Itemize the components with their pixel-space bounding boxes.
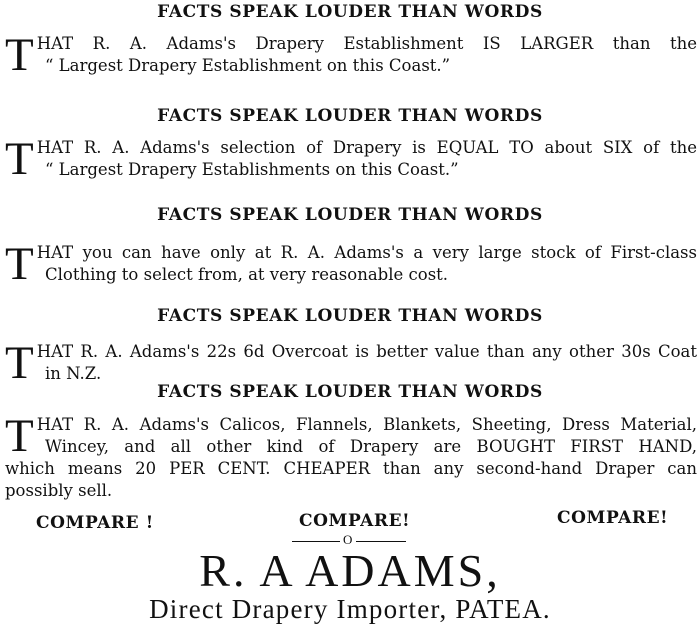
merchant-name: R. A ADAMS, bbox=[199, 545, 501, 596]
ad-heading: FACTS SPEAK LOUDER THAN WORDS bbox=[157, 106, 543, 126]
ad-heading: FACTS SPEAK LOUDER THAN WORDS bbox=[157, 306, 543, 326]
ad-paragraph bbox=[5, 410, 697, 502]
ad-paragraph bbox=[5, 238, 697, 290]
ad-line: possibly sell. bbox=[5, 481, 113, 500]
compare-label: COMPARE! bbox=[557, 508, 669, 528]
ad-line: Wincey, and all other kind of Drapery are BOUGHT FIRST HAND, bbox=[45, 437, 697, 456]
ad-paragraph bbox=[5, 29, 697, 81]
ad-line: HAT R. A. Adams's 22s 6d Overcoat is better value than any other 30s Coat bbox=[36, 342, 697, 361]
ad-paragraph bbox=[5, 133, 697, 185]
drop-cap: T bbox=[5, 238, 34, 290]
ad-line: which means 20 PER CENT. CHEAPER than any second-hand Draper can bbox=[5, 459, 697, 478]
merchant-title: Direct Drapery Importer, PATEA. bbox=[149, 594, 551, 624]
drop-cap: T bbox=[5, 29, 34, 81]
ad-paragraph bbox=[5, 337, 697, 389]
ad-line: HAT you can have only at R. A. Adams's a very large stock of First-class bbox=[36, 243, 697, 262]
ad-line: HAT R. A. Adams's Drapery Establishment IS LARGER than the bbox=[36, 34, 697, 53]
ad-line: “ Largest Drapery Establishment on this Coast.” bbox=[45, 56, 451, 75]
ad-line: Clothing to select from, at very reasonable cost. bbox=[45, 265, 449, 284]
compare-label: COMPARE ! bbox=[36, 513, 154, 533]
separator-rule-right bbox=[356, 541, 406, 542]
ad-heading: FACTS SPEAK LOUDER THAN WORDS bbox=[157, 382, 543, 402]
compare-label: COMPARE! bbox=[299, 511, 411, 531]
drop-cap: T bbox=[5, 410, 34, 462]
drop-cap: T bbox=[5, 337, 34, 389]
ad-line: “ Largest Drapery Establishments on this Coast.” bbox=[45, 160, 459, 179]
ad-heading: FACTS SPEAK LOUDER THAN WORDS bbox=[157, 205, 543, 225]
ad-heading: FACTS SPEAK LOUDER THAN WORDS bbox=[157, 2, 543, 22]
ad-line: HAT R. A. Adams's Calicos, Flannels, Blankets, Sheeting, Dress Material, bbox=[36, 415, 697, 434]
ad-line: in N.Z. bbox=[45, 364, 102, 383]
ad-line: HAT R. A. Adams's selection of Drapery is EQUAL TO about SIX of the bbox=[36, 138, 697, 157]
separator-rule-left bbox=[292, 541, 340, 542]
drop-cap: T bbox=[5, 133, 34, 185]
separator-ornament: O bbox=[343, 532, 353, 547]
